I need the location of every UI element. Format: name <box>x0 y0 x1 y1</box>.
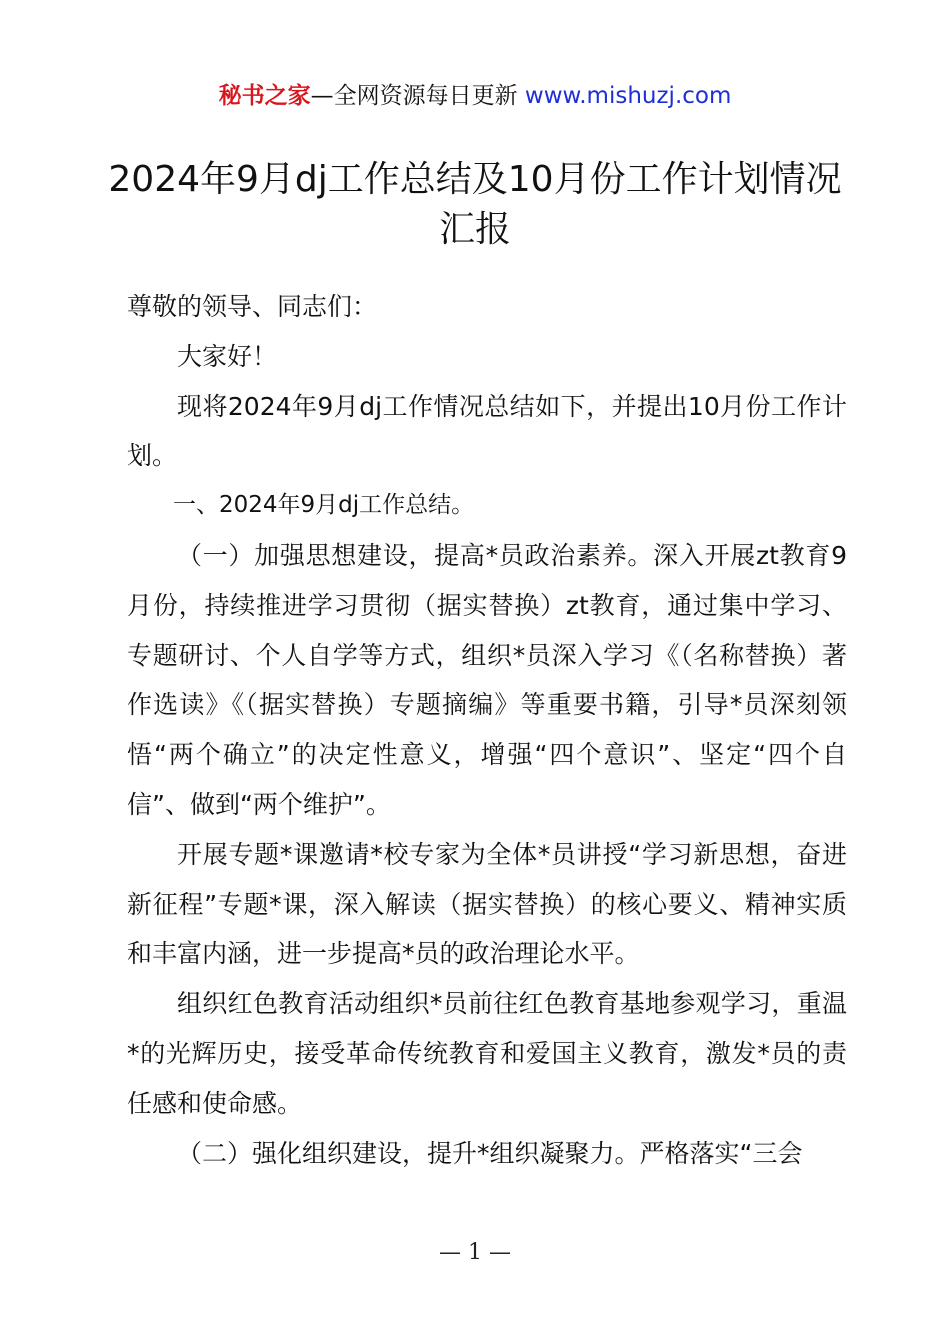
body-paragraph: 开展专题*课邀请*校专家为全体*员讲授“学习新思想，奋进新征程”专题*课，深入解读（据实替换）的核心要义、精神实质和丰富内涵，进一步提高*员的政治理论水平。 <box>127 839 847 969</box>
document-body <box>127 282 847 1178</box>
page-header <box>0 78 950 114</box>
salutation: 尊敬的领导、同志们： <box>127 292 378 321</box>
page-number: — 1 — <box>439 1240 511 1265</box>
body-paragraph: （二）强化组织建设，提升*组织凝聚力。严格落实“三会 <box>177 1138 803 1168</box>
greeting: 大家好！ <box>177 341 278 371</box>
body-paragraph: （一）加强思想建设，提高*员政治素养。深入开展zt教育9月份，持续推进学习贯彻（据实替换）zt教育，通过集中学习、专题研讨、个人自学等方式，组织*员深入学习《（名称替换）著作选读》《（据实替换）专题摘编》等重要书籍，引导*员深刻领悟“两个确立”的决定性意义，增强“四个意识”、坚定“四个自信”、做到“两个维护”。 <box>127 540 847 819</box>
intro-paragraph: 现将2024年9月dj工作情况总结如下，并提出10月份工作计划。 <box>127 391 847 471</box>
header-site-link[interactable]: www.mishuzj.com <box>524 83 732 109</box>
body-paragraph: 组织红色教育活动组织*员前往红色教育基地参观学习，重温*的光辉历史，接受革命传统教育和爱国主义教育，激发*员的责任感和使命感。 <box>127 989 847 1118</box>
header-tagline: —全网资源每日更新 <box>310 83 525 109</box>
header-brand: 秘书之家 <box>218 83 311 109</box>
document-title: 2024年9月dj工作总结及10月份工作计划情况汇报 <box>108 159 842 250</box>
section-heading: 一、2024年9月dj工作总结。 <box>173 492 475 519</box>
